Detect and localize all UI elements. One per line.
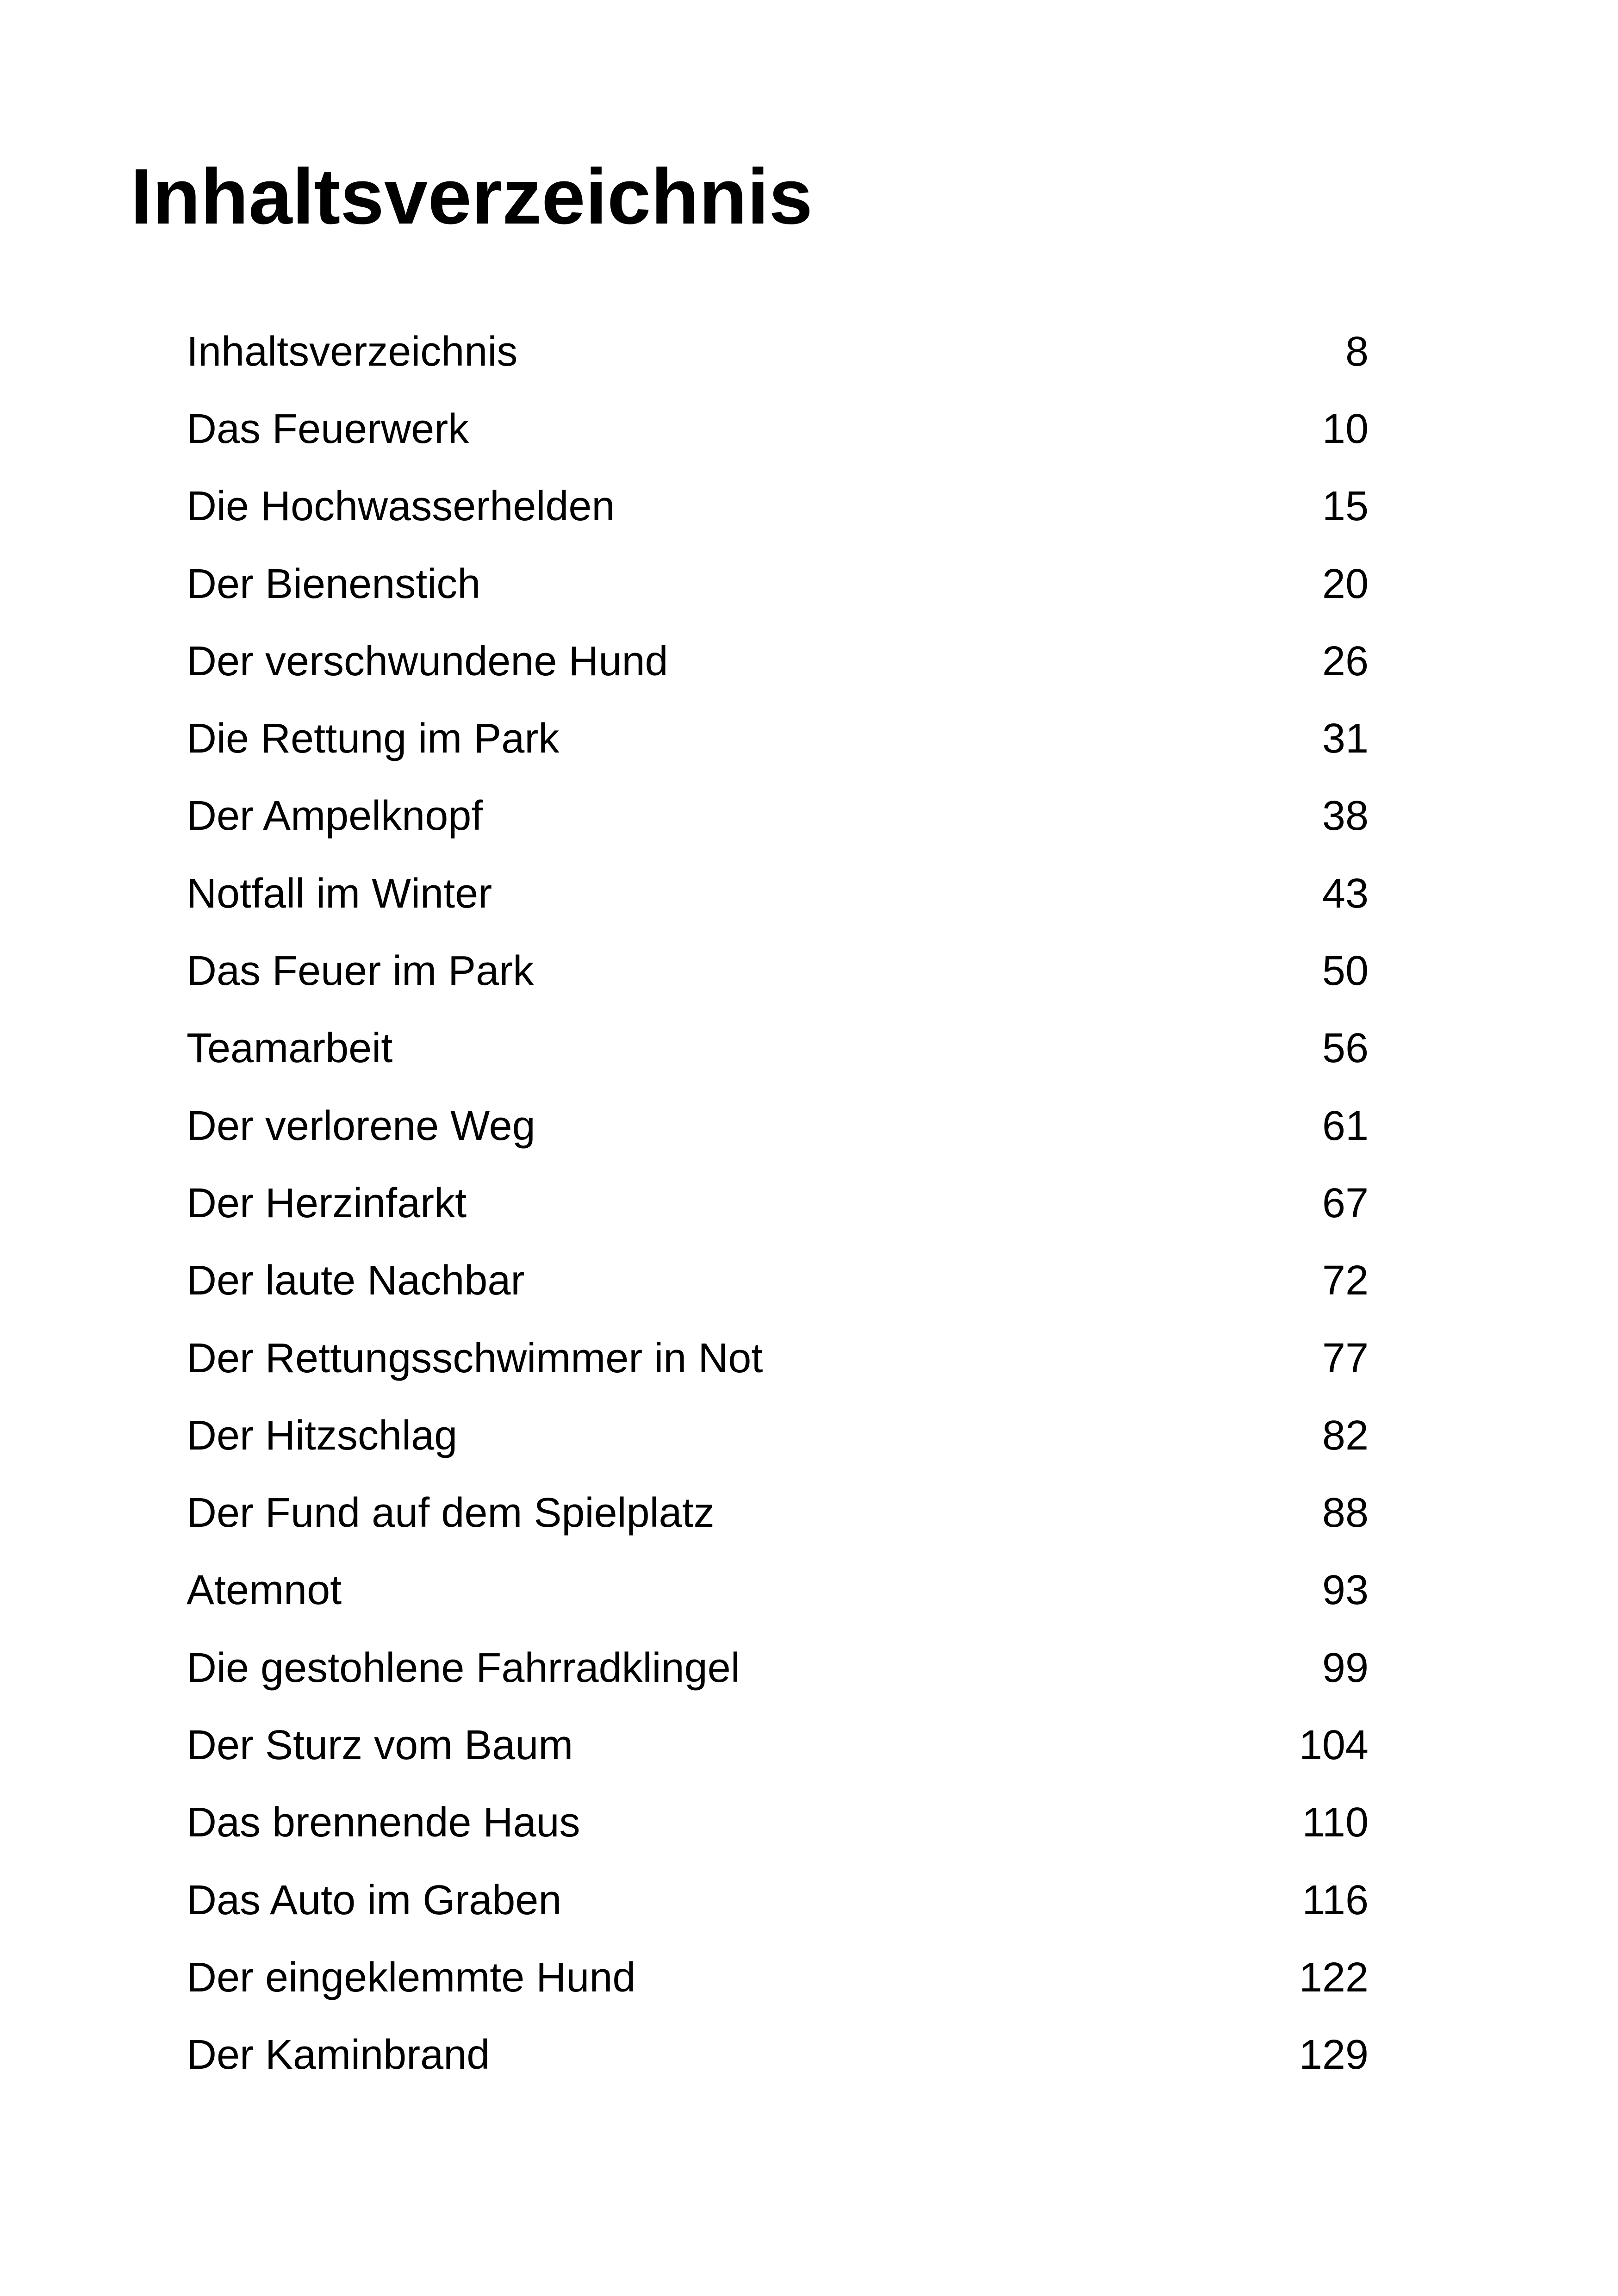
toc-entry-page: 50 [1322, 948, 1369, 995]
toc-entry-title: Der Rettungsschwimmer in Not [187, 1335, 763, 1381]
toc-entry-title: Inhaltsverzeichnis [187, 328, 518, 375]
toc-entry-page: 82 [1322, 1412, 1369, 1459]
toc-entry[interactable] [187, 700, 1369, 777]
toc-entry-title: Atemnot [187, 1567, 342, 1614]
toc-entry-page: 72 [1322, 1257, 1369, 1304]
toc-entry[interactable] [187, 855, 1369, 932]
toc-entry[interactable] [187, 1010, 1369, 1087]
toc-entry-title: Der verschwundene Hund [187, 638, 668, 684]
toc-entry-page: 93 [1322, 1567, 1369, 1614]
toc-entry-title: Das Feuer im Park [187, 948, 534, 995]
toc-entry[interactable] [187, 545, 1369, 622]
toc-entry[interactable] [187, 2016, 1369, 2094]
toc-entry-page: 26 [1322, 638, 1369, 684]
toc-entry-title: Die gestohlene Fahrradklingel [187, 1644, 740, 1691]
toc-entry-page: 104 [1299, 1722, 1369, 1768]
toc-entry-page: 110 [1302, 1799, 1369, 1846]
toc-entry-title: Das Auto im Graben [187, 1877, 562, 1923]
toc-entry-page: 116 [1302, 1877, 1369, 1923]
toc-entry-page: 38 [1322, 793, 1369, 840]
toc-entry-page: 31 [1322, 716, 1369, 762]
toc-entry-page: 8 [1345, 328, 1369, 375]
toc-entry-title: Der eingeklemmte Hund [187, 1954, 636, 2001]
toc-entry-page: 129 [1299, 2032, 1369, 2078]
toc-entry[interactable] [187, 778, 1369, 855]
toc-entry[interactable] [187, 468, 1369, 545]
toc-entry-title: Der verlorene Weg [187, 1102, 535, 1149]
toc-entry-title: Teamarbeit [187, 1025, 393, 1072]
toc-entry-title: Notfall im Winter [187, 870, 492, 917]
toc-entry[interactable] [187, 1939, 1369, 2016]
toc-entry-page: 99 [1322, 1644, 1369, 1691]
toc-entry[interactable] [187, 390, 1369, 467]
page-title: Inhaltsverzeichnis [131, 153, 813, 241]
toc-entry-page: 20 [1322, 560, 1369, 607]
toc-entry-title: Der Sturz vom Baum [187, 1722, 573, 1768]
toc-entry-page: 61 [1322, 1102, 1369, 1149]
toc-entry[interactable] [187, 1242, 1369, 1319]
toc-entry[interactable] [187, 313, 1369, 390]
toc-entry-page: 88 [1322, 1490, 1369, 1537]
toc-entry[interactable] [187, 1784, 1369, 1861]
toc-entry-title: Der Hitzschlag [187, 1412, 458, 1459]
toc-entry-title: Die Rettung im Park [187, 716, 560, 762]
toc-entry-title: Die Hochwasserhelden [187, 483, 615, 530]
toc-entry-page: 67 [1322, 1180, 1369, 1226]
toc-entry[interactable] [187, 1629, 1369, 1706]
toc-entry-page: 56 [1322, 1025, 1369, 1072]
toc-entry[interactable] [187, 622, 1369, 700]
toc-entry-title: Der Bienenstich [187, 560, 481, 607]
toc-entry-page: 10 [1322, 405, 1369, 452]
toc-entry-title: Das Feuerwerk [187, 405, 469, 452]
toc-entry-page: 43 [1322, 870, 1369, 917]
toc-entry-page: 122 [1299, 1954, 1369, 2001]
toc-entry-title: Der Ampelknopf [187, 793, 483, 840]
toc-entry-title: Der laute Nachbar [187, 1257, 525, 1304]
toc-entry[interactable] [187, 1164, 1369, 1242]
toc-entry[interactable] [187, 1861, 1369, 1939]
toc-entry-page: 77 [1322, 1335, 1369, 1381]
toc-entry[interactable] [187, 1552, 1369, 1629]
toc-entry-title: Der Herzinfarkt [187, 1180, 467, 1226]
toc-entry[interactable] [187, 1474, 1369, 1551]
toc-entry-page: 15 [1322, 483, 1369, 530]
toc-entry[interactable] [187, 1397, 1369, 1474]
toc-entry[interactable] [187, 932, 1369, 1009]
toc-list [187, 313, 1369, 2094]
toc-entry[interactable] [187, 1319, 1369, 1397]
toc-entry-title: Der Fund auf dem Spielplatz [187, 1490, 715, 1537]
toc-entry-title: Das brennende Haus [187, 1799, 580, 1846]
toc-entry[interactable] [187, 1706, 1369, 1784]
toc-entry[interactable] [187, 1087, 1369, 1164]
toc-entry-title: Der Kaminbrand [187, 2032, 490, 2078]
